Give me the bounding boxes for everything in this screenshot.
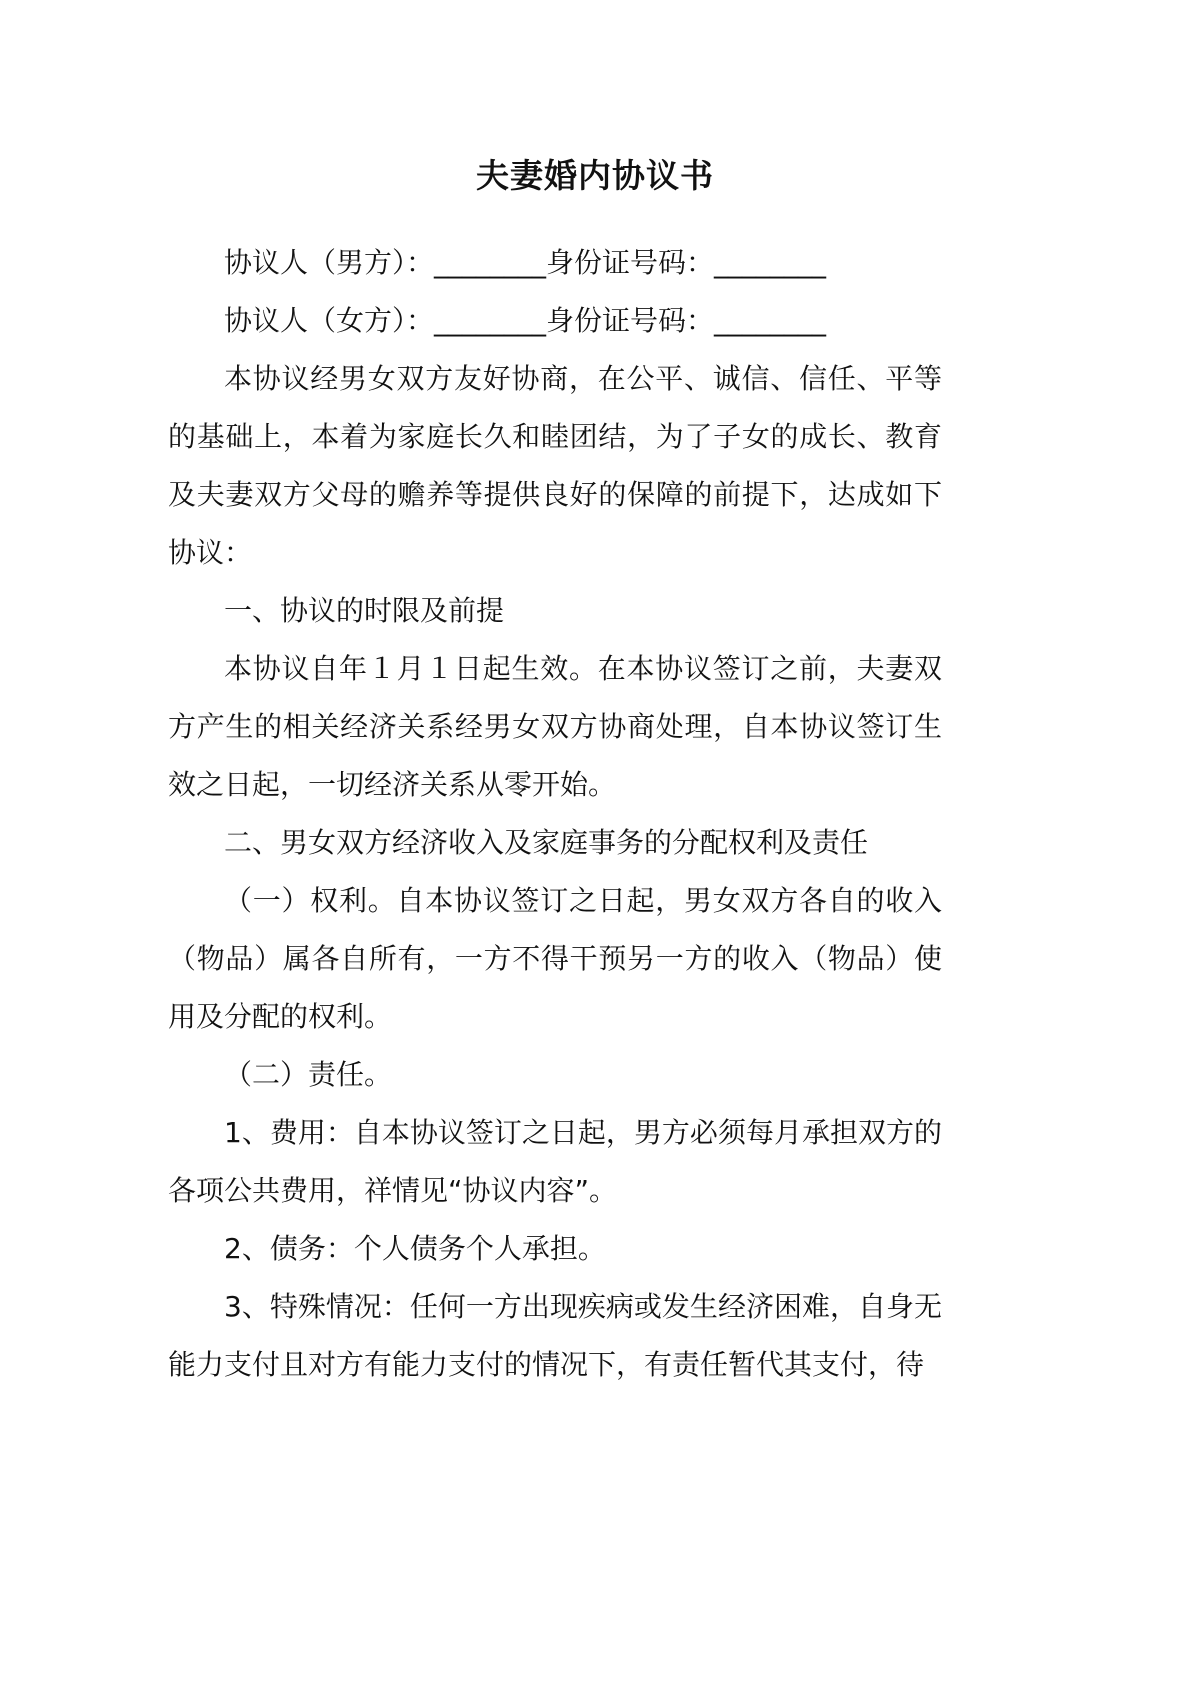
debts-paragraph: 2、债务：个人债务个人承担。 bbox=[224, 1232, 606, 1265]
document-title: 夫妻婚内协议书 bbox=[476, 156, 714, 195]
section-1-heading: 一、协议的时限及前提 bbox=[224, 594, 505, 627]
rights-paragraph: （一）权利。自本协议签订之日起，男女双方各自的收入（物品）属各自所有，一方不得干预另一方的收入（物品）使用及分配的权利。 bbox=[168, 884, 942, 1033]
responsibilities-heading: （二）责任。 bbox=[224, 1058, 393, 1091]
expenses-paragraph: 1、费用：自本协议签订之日起，男方必须每月承担双方的各项公共费用，祥情见“协议内容”。 bbox=[168, 1116, 942, 1207]
party-female-line: 协议人（女方）：________身份证号码：________ bbox=[224, 304, 827, 337]
preamble-paragraph: 本协议经男女双方友好协商，在公平、诚信、信任、平等的基础上，本着为家庭长久和睦团结，为了子女的成长、教育及夫妻双方父母的赡养等提供良好的保障的前提下，达成如下协议： bbox=[168, 362, 942, 569]
special-cases-paragraph: 3、特殊情况：任何一方出现疾病或发生经济困难，自身无能力支付且对方有能力支付的情况下，有责任暂代其支付，待 bbox=[168, 1290, 942, 1381]
party-male-line: 协议人（男方）：________身份证号码：________ bbox=[224, 246, 827, 279]
section-1-paragraph: 本协议自年１月１日起生效。在本协议签订之前，夫妻双方产生的相关经济关系经男女双方协商处理，自本协议签订生效之日起，一切经济关系从零开始。 bbox=[168, 652, 942, 801]
section-2-heading: 二、男女双方经济收入及家庭事务的分配权利及责任 bbox=[224, 826, 869, 859]
document-body bbox=[168, 234, 942, 1394]
